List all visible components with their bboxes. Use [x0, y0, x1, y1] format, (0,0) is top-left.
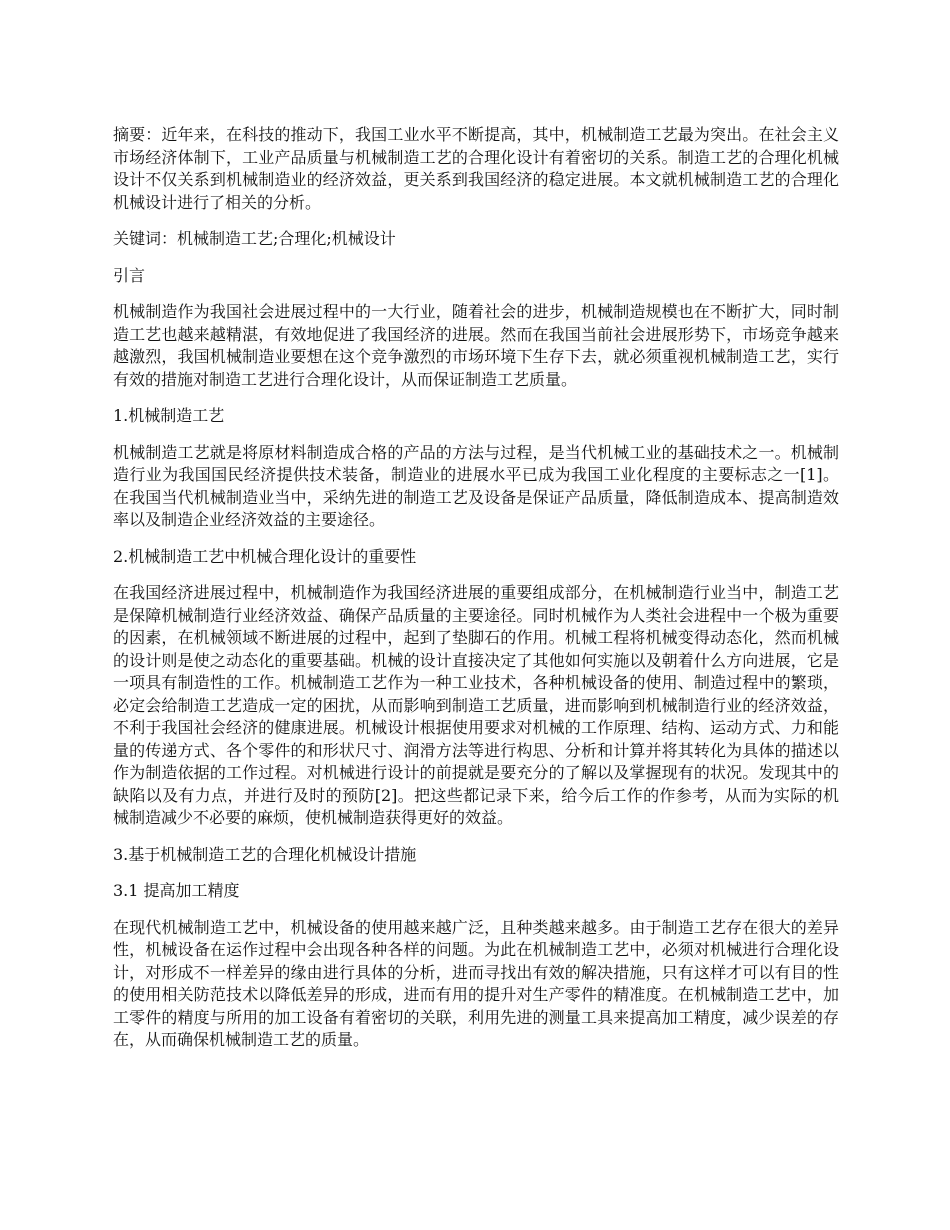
document-body — [113, 124, 839, 1066]
section-3-1-heading: 3.1 提高加工精度 — [113, 881, 240, 900]
section-3-1-paragraph: 在现代机械制造工艺中，机械设备的使用越来越广泛，且种类越来越多。由于制造工艺存在很大的差异性，机械设备在运作过程中会出现各种各样的问题。为此在机械制造工艺中，必须对机械进行合理化设计，对形成不一样差异的缘由进行具体的分析，进而寻找出有效的解决措施，只有这样才可以有目的性的使用相关防范技术以降低差异的形成，进而有用的提升对生产零件的精准度。在机械制造工艺中，加工零件的精度与所用的加工设备有着密切的关联，利用先进的测量工具来提高加工精度，减少误差的存在，从而确保机械制造工艺的质量。 — [113, 917, 839, 1049]
section-2-heading: 2.机械制造工艺中机械合理化设计的重要性 — [113, 546, 417, 566]
intro-heading: 引言 — [113, 265, 146, 285]
keywords-line: 关键词：机械制造工艺;合理化;机械设计 — [113, 229, 396, 248]
intro-paragraph: 机械制造作为我国社会进展过程中的一大行业，随着社会的进步，机械制造规模也在不断扩大，同时制造工艺也越来越精湛，有效地促进了我国经济的进展。然而在我国当前社会进展形势下，市场竞争越来越激烈，我国机械制造业要想在这个竞争激烈的市场环境下生存下去，就必须重视机械制造工艺，实行有效的措施对制造工艺进行合理化设计，从而保证制造工艺质量。 — [113, 302, 839, 389]
section-2-paragraph: 在我国经济进展过程中，机械制造作为我国经济进展的重要组成部分，在机械制造行业当中，制造工艺是保障机械制造行业经济效益、确保产品质量的主要途径。同时机械作为人类社会进程中一个极为重要的因素，在机械领域不断进展的过程中，起到了垫脚石的作用。机械工程将机械变得动态化，然而机械的设计则是使之动态化的重要基础。机械的设计直接决定了其他如何实施以及朝着什么方向进展，它是一项具有制造性的工作。机械制造工艺作为一种工业技术，各种机械设备的使用、制造过程中的繁琐，必定会给制造工艺造成一定的困扰，从而影响到制造工艺质量，进而影响到机械制造行业的经济效益，不利于我国社会经济的健康进展。机械设计根据使用要求对机械的工作原理、结构、运动方式、力和能量的传递方式、各个零件的和形状尺寸、润滑方法等进行构思、分析和计算并将其转化为具体的描述以作为制造依据的工作过程。对机械进行设计的前提就是要充分的了解以及掌握现有的状况。发现其中的缺陷以及有力点，并进行及时的预防[2]。把这些都记录下来，给今后工作的作参考，从而为实际的机械制造减少不必要的麻烦，使机械制造获得更好的效益。 — [113, 583, 839, 827]
abstract-paragraph: 摘要：近年来，在科技的推动下，我国工业水平不断提高，其中，机械制造工艺最为突出。在社会主义市场经济体制下，工业产品质量与机械制造工艺的合理化设计有着密切的关系。制造工艺的合理化机械设计不仅关系到机械制造业的经济效益，更关系到我国经济的稳定进展。本文就机械制造工艺的合理化机械设计进行了相关的分析。 — [113, 125, 839, 212]
section-1-paragraph: 机械制造工艺就是将原材料制造成合格的产品的方法与过程，是当代机械工业的基础技术之一。机械制造行业为我国国民经济提供技术装备，制造业的进展水平已成为我国工业化程度的主要标志之一[1]。在我国当代机械制造业当中，采纳先进的制造工艺及设备是保证产品质量，降低制造成本、提高制造效率以及制造企业经济效益的主要途径。 — [113, 442, 839, 529]
section-1-heading: 1.机械制造工艺 — [113, 406, 225, 425]
section-3-heading: 3.基于机械制造工艺的合理化机械设计措施 — [113, 844, 417, 864]
